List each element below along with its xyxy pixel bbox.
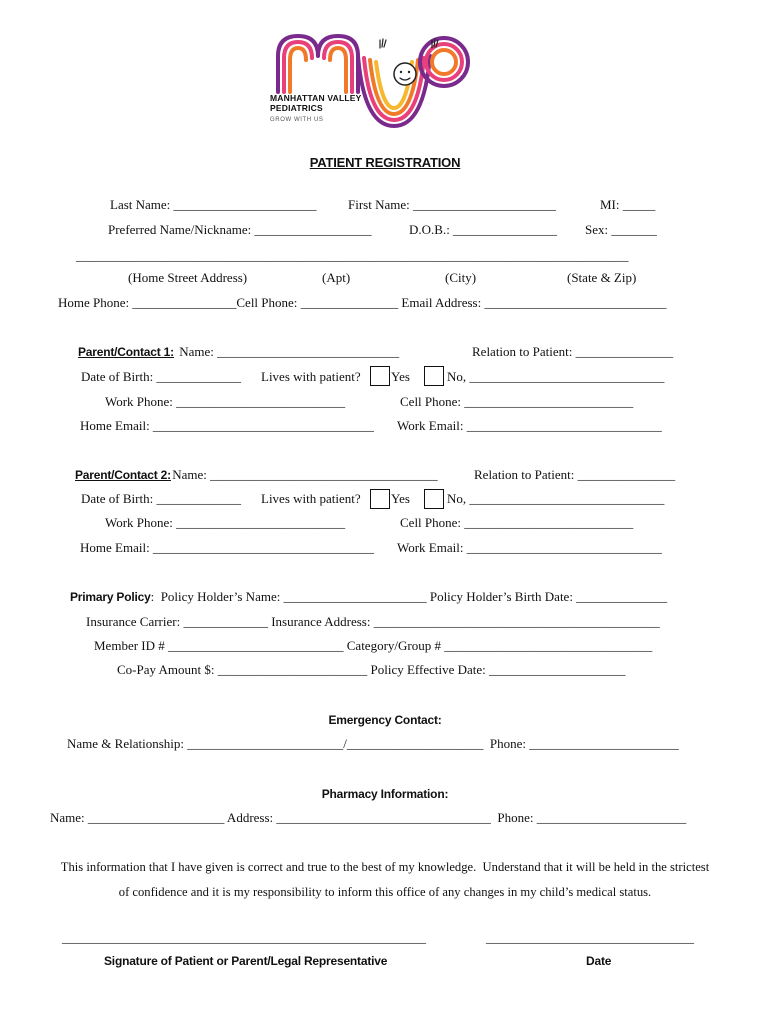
- consent-line-2: of confidence and it is my responsibility to inform this office of any changes in my child’s medical status.: [118, 885, 652, 899]
- contact2-yes-label: Yes: [391, 491, 410, 506]
- apt-label: (Apt): [322, 270, 351, 285]
- signature-line[interactable]: ________________________________________________________: [62, 930, 426, 945]
- contact2-yes-checkbox[interactable]: [370, 489, 390, 509]
- contact1-heading: Parent/Contact 1:: [78, 345, 174, 359]
- contact1-cell-phone-field[interactable]: Cell Phone: __________________________: [400, 394, 634, 409]
- logo-tagline: GROW WITH US: [270, 117, 324, 123]
- sex-field[interactable]: Sex: _______: [585, 222, 657, 237]
- contact1-dob-field[interactable]: Date of Birth: _____________: [81, 369, 241, 384]
- contact2-no-field[interactable]: No, ______________________________: [447, 491, 665, 506]
- preferred-name-field[interactable]: Preferred Name/Nickname: __________________: [108, 222, 372, 237]
- contact1-yes-checkbox[interactable]: [370, 366, 390, 386]
- contact1-home-email-field[interactable]: Home Email: __________________________________: [80, 418, 374, 433]
- contact2-no-checkbox[interactable]: [424, 489, 444, 509]
- insurance-carrier-row[interactable]: Insurance Carrier: _____________ Insurance Address: ____________________________________________: [86, 614, 660, 629]
- contact2-lives-label: Lives with patient?: [261, 491, 361, 506]
- logo-line2: PEDIATRICS: [270, 103, 323, 113]
- policy-holder-row: [70, 589, 667, 605]
- copay-row[interactable]: Co-Pay Amount $: _______________________ Policy Effective Date: _____________________: [117, 662, 626, 677]
- contact1-name-field[interactable]: Name: ____________________________: [176, 344, 400, 359]
- phone-email-row[interactable]: Home Phone: ________________Cell Phone: _______________ Email Address: ____________________________: [58, 295, 667, 310]
- date-line[interactable]: ________________________________: [486, 930, 694, 945]
- consent-line-1: This information that I have given is correct and true to the best of my knowledge. Understand that it will be held in the strictest: [60, 860, 710, 874]
- contact2-relation-field[interactable]: Relation to Patient: _______________: [474, 467, 676, 482]
- logo-wordmark: [270, 93, 362, 125]
- contact1-relation-field[interactable]: Relation to Patient: _______________: [472, 344, 674, 359]
- contact1-work-email-field[interactable]: Work Email: ______________________________: [397, 418, 662, 433]
- pharmacy-heading: Pharmacy Information:: [321, 787, 449, 801]
- last-name-field[interactable]: Last Name: ______________________: [110, 197, 317, 212]
- street-address-label: (Home Street Address): [128, 270, 248, 285]
- pharmacy-row[interactable]: Name: _____________________ Address: _________________________________ Phone: _______________________: [50, 810, 687, 825]
- primary-policy-heading: Primary Policy: [70, 590, 151, 604]
- home-address-field[interactable]: _____________________________________________________________________________________: [76, 248, 629, 263]
- contact2-work-phone-field[interactable]: Work Phone: __________________________: [105, 515, 346, 530]
- contact2-home-email-field[interactable]: Home Email: __________________________________: [80, 540, 374, 555]
- contact2-dob-field[interactable]: Date of Birth: _____________: [81, 491, 241, 506]
- policy-holder-fields[interactable]: : Policy Holder’s Name: ______________________ Policy Holder’s Birth Date: ______________: [150, 589, 668, 604]
- contact2-heading: Parent/Contact 2:: [75, 468, 171, 482]
- city-label: (City): [445, 270, 477, 285]
- contact1-lives-label: Lives with patient?: [261, 369, 361, 384]
- emergency-contact-heading: Emergency Contact:: [328, 713, 442, 727]
- contact2-cell-phone-field[interactable]: Cell Phone: __________________________: [400, 515, 634, 530]
- contact1-yes-label: Yes: [391, 369, 410, 384]
- contact2-name-field[interactable]: Name: ___________________________________: [169, 467, 438, 482]
- contact1-work-phone-field[interactable]: Work Phone: __________________________: [105, 394, 346, 409]
- member-id-row[interactable]: Member ID # ___________________________ Category/Group # ________________________________: [94, 638, 653, 653]
- state-zip-label: (State & Zip): [567, 270, 637, 285]
- contact1-no-checkbox[interactable]: [424, 366, 444, 386]
- date-label: Date: [586, 954, 612, 968]
- signature-label: Signature of Patient or Parent/Legal Representative: [104, 954, 388, 968]
- form-title: PATIENT REGISTRATION: [309, 155, 461, 170]
- logo-line1: MANHATTAN VALLEY: [270, 93, 362, 103]
- first-name-field[interactable]: First Name: ______________________: [348, 197, 556, 212]
- contact2-work-email-field[interactable]: Work Email: ______________________________: [397, 540, 662, 555]
- contact1-no-field[interactable]: No, ______________________________: [447, 369, 665, 384]
- middle-initial-field[interactable]: MI: _____: [600, 197, 656, 212]
- dob-field[interactable]: D.O.B.: ________________: [409, 222, 558, 237]
- emergency-contact-row[interactable]: Name & Relationship: ________________________/_____________________ Phone: _______________________: [67, 736, 679, 751]
